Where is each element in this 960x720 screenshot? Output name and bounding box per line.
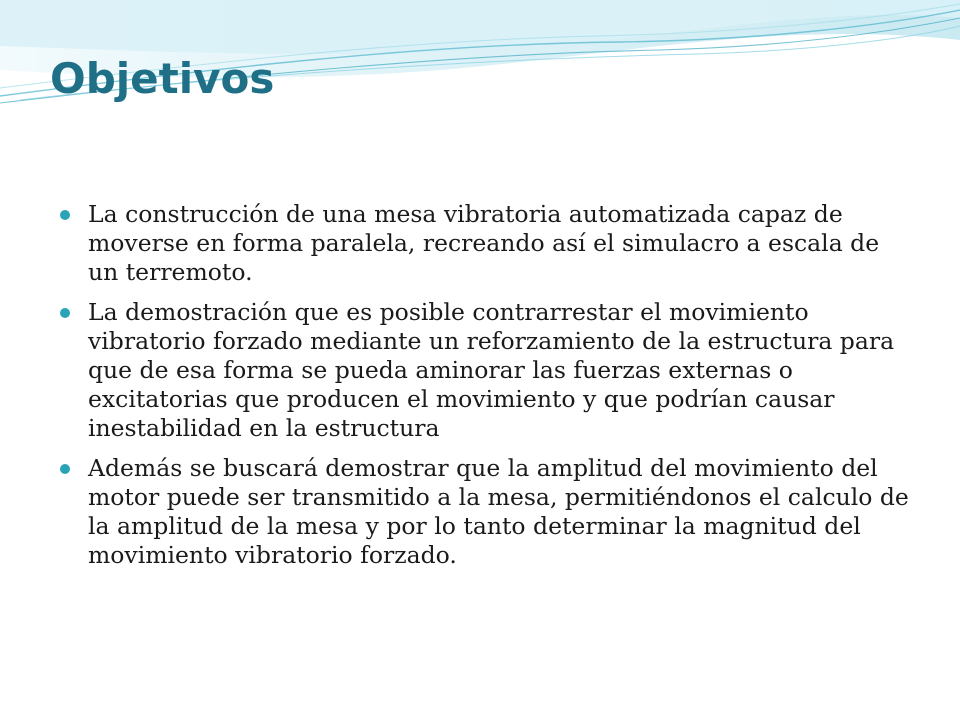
- bullet-text: La construcción de una mesa vibratoria automatizada capaz de moverse en forma paralela, recreando así el simulacro a escala de un terremoto.: [88, 200, 880, 286]
- bullet-text: Además se buscará demostrar que la amplitud del movimiento del motor puede ser transmitido a la mesa, permitiéndonos el calculo de la amplitud de la mesa y por lo tanto determinar la magnitud del movimiento vibratorio forzado.: [88, 454, 909, 569]
- bullet-item: [60, 200, 910, 287]
- bullet-text: La demostración que es posible contrarrestar el movimiento vibratorio forzado mediante un reforzamiento de la estructura para que de esa forma se pueda aminorar las fuerzas externas o excitatorias que producen el movimiento y que podrían causar inestabilidad en la estructura: [88, 298, 895, 442]
- bullet-list: [60, 200, 910, 581]
- bullet-dot-icon: [60, 210, 70, 220]
- bullet-dot-icon: [60, 464, 70, 474]
- bullet-item: [60, 298, 910, 443]
- bullet-item: [60, 454, 910, 570]
- slide-title: Objetivos: [50, 54, 275, 103]
- bullet-dot-icon: [60, 308, 70, 318]
